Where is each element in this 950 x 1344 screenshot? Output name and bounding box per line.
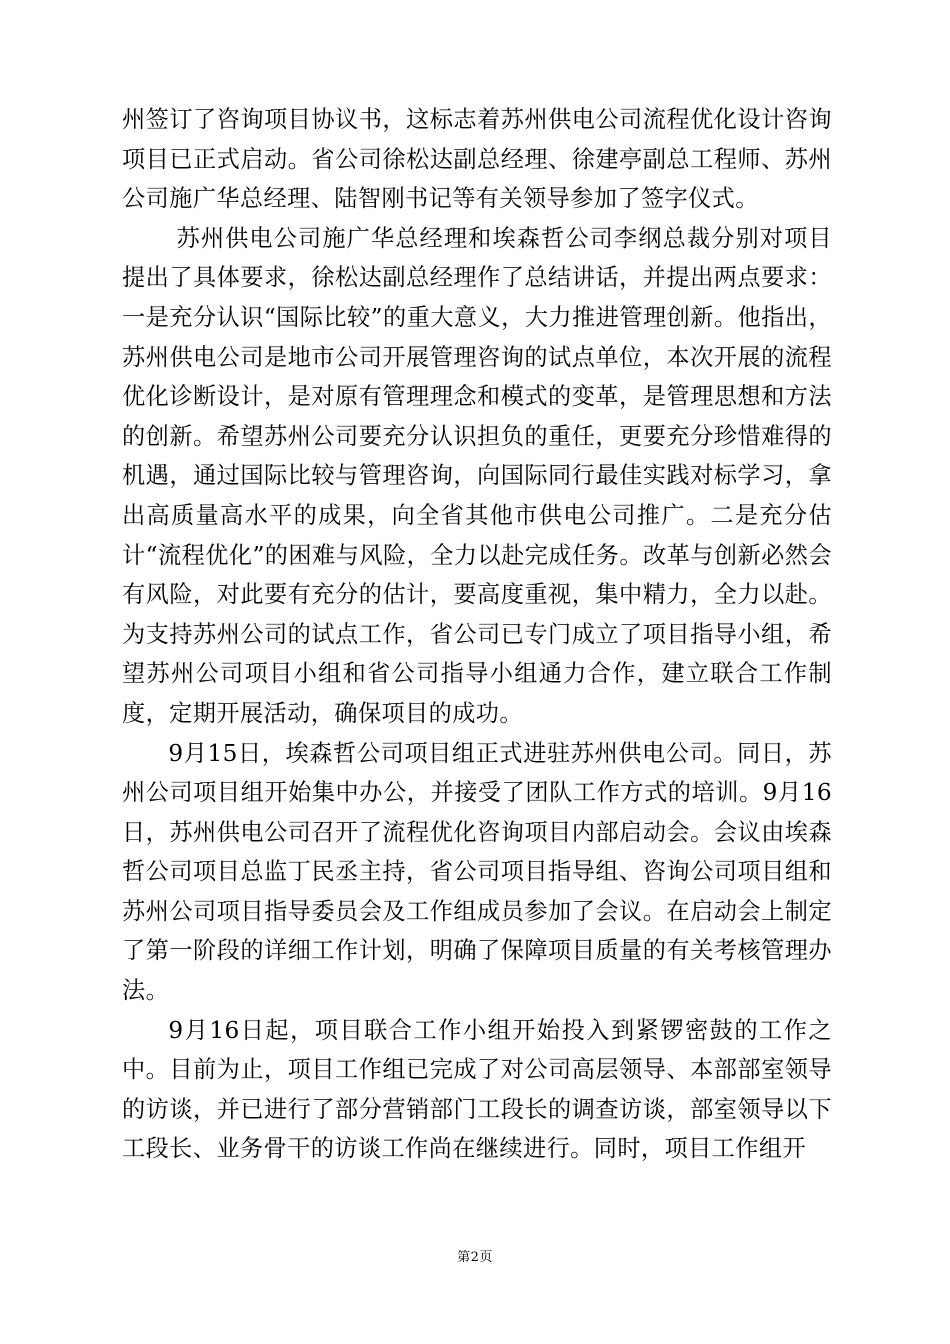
body-text bbox=[122, 100, 832, 1169]
paragraph-1: 州签订了咨询项目协议书，这标志着苏州供电公司流程优化设计咨询项目已正式启动。省公司徐松达副总经理、徐建亭副总工程师、苏州公司施广华总经理、陆智刚书记等有关领导参加了签字仪式。 bbox=[122, 106, 832, 213]
paragraph-4: 9月16日起，项目联合工作小组开始投入到紧锣密鼓的工作之中。目前为止，项目工作组已完成了对公司高层领导、本部部室领导的访谈，并已进行了部分营销部门工段长的调查访谈，部室领导以下工段长、业务骨干的访谈工作尚在继续进行。同时，项目工作组开 bbox=[122, 1016, 832, 1163]
page-number-footer: 第2页 bbox=[457, 1250, 493, 1265]
paragraph-3: 9月15日，埃森哲公司项目组正式进驻苏州供电公司。同日，苏州公司项目组开始集中办公，并接受了团队工作方式的培训。9月16日，苏州供电公司召开了流程优化咨询项目内部启动会。会议由埃森哲公司项目总监丁民丞主持，省公司项目指导组、咨询公司项目组和苏州公司项目指导委员会及工作组成员参加了会议。在启动会上制定了第一阶段的详细工作计划，明确了保障项目质量的有关考核管理办法。 bbox=[122, 739, 832, 1005]
paragraph-2: 苏州供电公司施广华总经理和埃森哲公司李纲总裁分别对项目提出了具体要求，徐松达副总经理作了总结讲话，并提出两点要求：一是充分认识“国际比较”的重大意义，大力推进管理创新。他指出，苏州供电公司是地市公司开展管理咨询的试点单位，本次开展的流程优化诊断设计，是对原有管理理念和模式的变革，是管理思想和方法的创新。希望苏州公司要充分认识担负的重任，更要充分珍惜难得的机遇，通过国际比较与管理咨询，向国际同行最佳实践对标学习，拿出高质量高水平的成果，向全省其他市供电公司推广。二是充分估计“流程优化”的困难与风险，全力以赴完成任务。改革与创新必然会有风险，对此要有充分的估计，要高度重视，集中精力，全力以赴。为支持苏州公司的试点工作，省公司已专门成立了项目指导小组，希望苏州公司项目小组和省公司指导小组通力合作，建立联合工作制度，定期开展活动，确保项目的成功。 bbox=[122, 224, 832, 727]
